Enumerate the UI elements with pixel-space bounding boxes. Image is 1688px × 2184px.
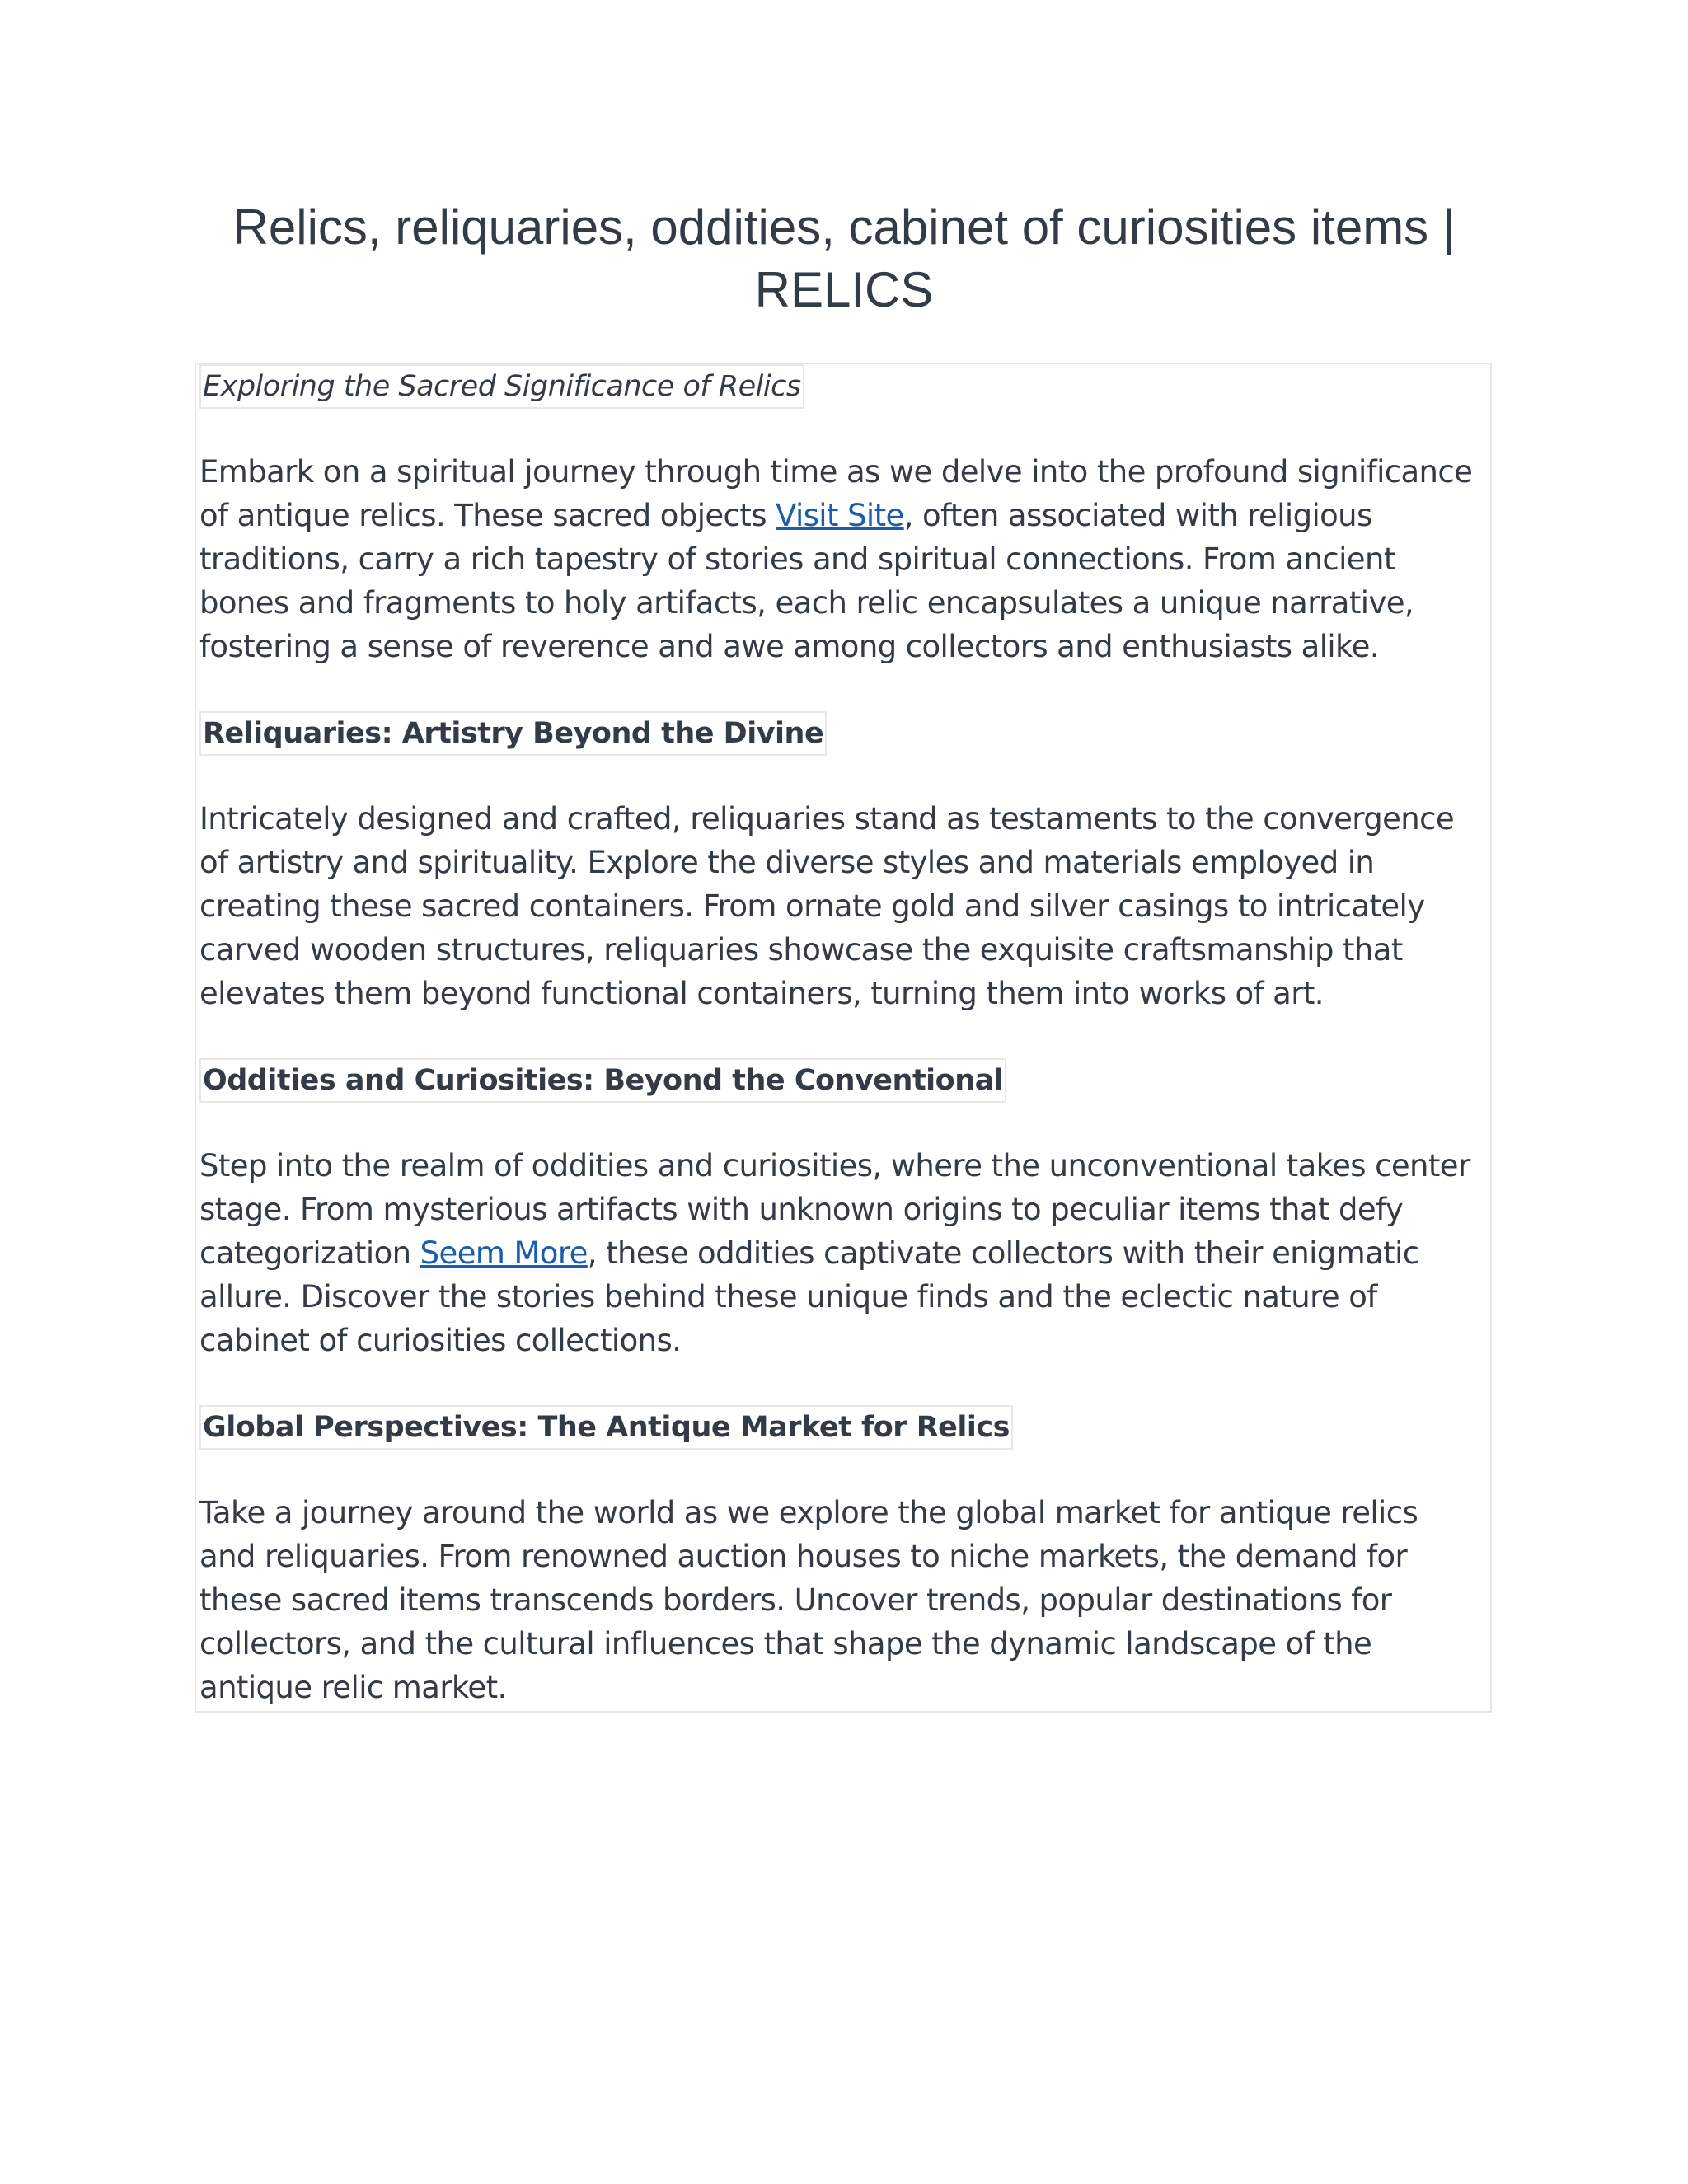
section-heading-reliquaries: Reliquaries: Artistry Beyond the Divine (199, 711, 827, 756)
intro-subtitle: Exploring the Sacred Significance of Relics (199, 364, 804, 409)
section-heading-oddities: Oddities and Curiosities: Beyond the Conventional (199, 1058, 1006, 1103)
section-heading-global: Global Perspectives: The Antique Market for Relics (199, 1405, 1013, 1450)
intro-paragraph (199, 450, 1477, 668)
visit-site-link[interactable]: Visit Site (776, 498, 904, 533)
page-title: Relics, reliquaries, oddities, cabinet of curiosities items | RELICS (232, 199, 1456, 317)
intro-text-before-link: Embark on a spiritual journey through time as we delve into the profound significance of antique relics. These sacred objects (199, 454, 1473, 533)
intro-text-after-link: , often associated with religious traditions, carry a rich tapestry of stories and spiritual connections. From ancient bones and fragments to holy artifacts, each relic encapsulates a unique narrative, fostering a sense of reverence and awe among collectors and enthusiasts alike. (199, 498, 1414, 664)
section-paragraph-oddities (199, 1144, 1477, 1362)
oddities-text-before-link: Step into the realm of oddities and curiosities, where the unconventional takes center stage. From mysterious artifacts with unknown origins to peculiar items that defy categorization (199, 1148, 1470, 1271)
seem-more-link[interactable]: Seem More (420, 1235, 588, 1271)
section-paragraph-global: Take a journey around the world as we explore the global market for antique relics and reliquaries. From renowned auction houses to niche markets, the demand for these sacred items transcends borders. Uncover trends, popular destinations for collectors, and the cultural influences that shape the dynamic landscape of the antique relic market. (199, 1495, 1418, 1705)
oddities-text-after-link: , these oddities captivate collectors with their enigmatic allure. Discover the stories behind these unique finds and the eclectic nature of cabinet of curiosities collections. (199, 1235, 1419, 1358)
section-paragraph-reliquaries: Intricately designed and crafted, reliquaries stand as testaments to the convergence of artistry and spirituality. Explore the diverse styles and materials employed in creating these sacred containers. From ornate gold and silver casings to intricately carved wooden structures, reliquaries showcase the exquisite craftsmanship that elevates them beyond functional containers, turning them into works of art. (199, 801, 1455, 1011)
article-content (195, 363, 1492, 1713)
